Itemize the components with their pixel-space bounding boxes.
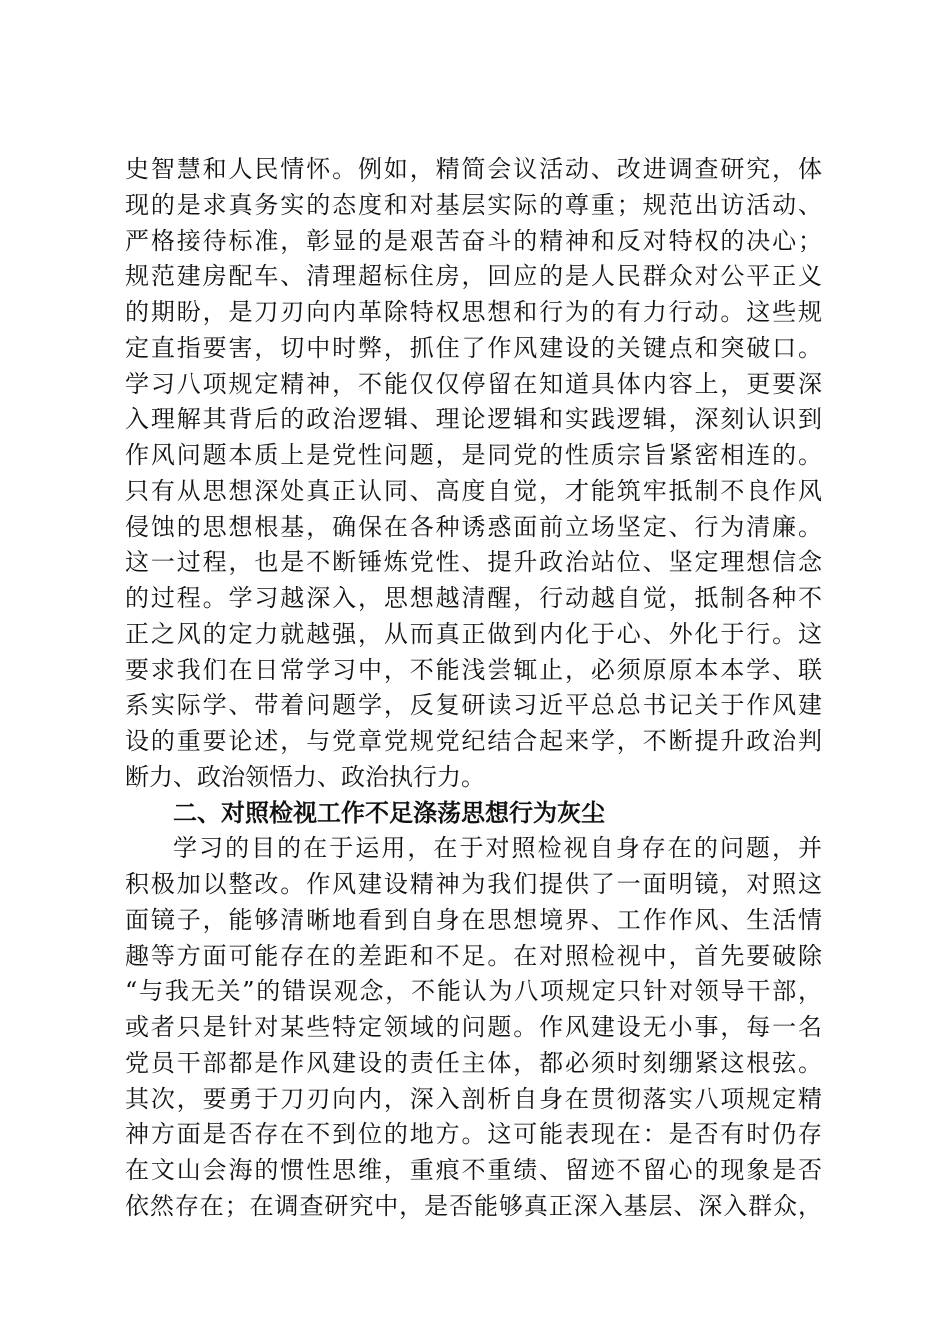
text-line: 这一过程，也是不断锤炼党性、提升政治站位、坚定理想信念	[125, 548, 822, 577]
text-line: 学习的目的在于运用，在于对照检视自身存在的问题，并	[173, 834, 822, 863]
text-line: 作风问题本质上是党性问题，是同党的性质宗旨紧密相连的。	[125, 441, 822, 469]
document-page	[125, 152, 822, 1225]
text-line: 在文山会海的惯性思维，重痕不重绩、留迹不留心的现象是否	[125, 1156, 822, 1184]
text-line: 设的重要论述，与党章党规党纪结合起来学，不断提升政治判	[125, 727, 822, 755]
text-line: 规范建房配车、清理超标住房，回应的是人民群众对公平正义	[125, 262, 822, 291]
text-line: 只有从思想深处真正认同、高度自觉，才能筑牢抵制不良作风	[125, 476, 822, 505]
text-line: 依然存在；在调查研究中，是否能够真正深入基层、深入群众，	[125, 1191, 822, 1220]
text-line: 的过程。学习越深入，思想越清醒，行动越自觉，抵制各种不	[125, 584, 822, 612]
text-line: “与我无关”的错误观念，不能认为八项规定只针对领导干部，	[125, 977, 822, 1006]
text-line: 面镜子，能够清晰地看到自身在思想境界、工作作风、生活情	[125, 905, 822, 934]
text-line: 或者只是针对某些特定领域的问题。作风建设无小事，每一名	[125, 1013, 822, 1041]
text-line: 史智慧和人民情怀。例如，精简会议活动、改进调查研究，体	[125, 155, 822, 183]
text-line: 断力、政治领悟力、政治执行力。	[125, 762, 485, 791]
text-line: 侵蚀的思想根基，确保在各种诱惑面前立场坚定、行为清廉。	[125, 512, 822, 541]
text-line: 学习八项规定精神，不能仅仅停留在知道具体内容上，更要深	[125, 369, 822, 398]
text-line: 其次，要勇于刀刃向内，深入剖析自身在贯彻落实八项规定精	[125, 1084, 822, 1113]
text-line: 定直指要害，切中时弊，抓住了作风建设的关键点和突破口。	[125, 333, 822, 362]
text-line: 严格接待标准，彰显的是艰苦奋斗的精神和反对特权的决心；	[125, 226, 822, 255]
text-line: 神方面是否存在不到位的地方。这可能表现在：是否有时仍存	[125, 1120, 822, 1149]
text-line: 现的是求真务实的态度和对基层实际的尊重；规范出访活动、	[125, 190, 822, 219]
text-line: 积极加以整改。作风建设精神为我们提供了一面明镜，对照这	[125, 870, 822, 898]
text-line: 正之风的定力就越强，从而真正做到内化于心、外化于行。这	[125, 619, 822, 648]
text-line: 趣等方面可能存在的差距和不足。在对照检视中，首先要破除	[125, 941, 822, 970]
text-line: 要求我们在日常学习中，不能浅尝辄止，必须原原本本学、联	[125, 655, 822, 684]
text-line: 的期盼，是刀刃向内革除特权思想和行为的有力行动。这些规	[125, 298, 822, 326]
text-line: 入理解其背后的政治逻辑、理论逻辑和实践逻辑，深刻认识到	[125, 405, 822, 434]
text-line: 系实际学、带着问题学，反复研读习近平总总书记关于作风建	[125, 691, 822, 720]
text-line: 党员干部都是作风建设的责任主体，都必须时刻绷紧这根弦。	[125, 1048, 822, 1077]
section-heading: 二、对照检视工作不足涤荡思想行为灰尘	[173, 798, 605, 827]
